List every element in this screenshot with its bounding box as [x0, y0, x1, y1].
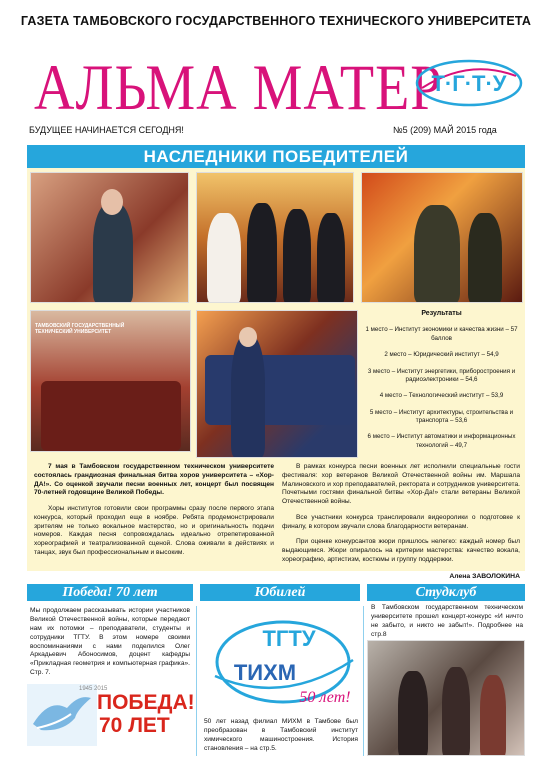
article-left-column — [34, 463, 274, 565]
dove-icon — [27, 684, 97, 746]
photo-stage-caption: ТАМБОВСКИЙ ГОСУДАРСТВЕННЫЙ ТЕХНИЧЕСКИЙ УНИВЕРСИТЕТ — [35, 323, 125, 335]
column-divider — [363, 606, 364, 756]
logo-50-years: 50 лет! — [299, 689, 351, 706]
photo-choir-group — [30, 310, 191, 452]
tgtu-logo-icon — [414, 58, 524, 108]
results-item: 1 место – Институт экономики и качества жизни – 57 баллов — [365, 326, 518, 342]
article-paragraph: Все участники конкурса транслировали видеоролики о подготовке к финалу, в котором звучали слова благодарности ветеранам. — [282, 513, 520, 530]
article-paragraph: В рамках конкурса песни военных лет исполнили специальные гости фестиваля: хор ветеранов Великой Отечественной войны им. Маршала Малиновского и хор преподавателей, ректората и сотрудников университета. Почетными гостями финальной битвы «Хор-Да!» стали ветераны Великой Отечественной войны. — [282, 463, 520, 506]
photo-veterans-choir — [196, 310, 358, 458]
victory-70-badge — [27, 684, 195, 746]
photo-choir-stage — [196, 172, 354, 303]
slogan: БУДУЩЕЕ НАЧИНАЕТСЯ СЕГОДНЯ! — [29, 125, 184, 135]
contest-results — [362, 309, 521, 457]
photo-soldier-performance — [361, 172, 523, 303]
results-item: 2 место – Юридический институт – 54,9 — [384, 351, 499, 359]
article-author: Алена ЗАВОЛОКИНА — [449, 572, 520, 580]
results-item: 6 место – Институт автоматики и информационных технологий – 49,7 — [367, 433, 516, 449]
column-divider — [196, 606, 197, 756]
logo-tihm: ТИХМ — [233, 660, 297, 685]
results-item: 4 место – Технологический институт – 53,9 — [379, 392, 504, 400]
photo-concert-performers — [367, 640, 525, 756]
headline-banner: НАСЛЕДНИКИ ПОБЕДИТЕЛЕЙ — [27, 145, 525, 168]
article-right-column — [282, 463, 520, 581]
badge-line2: 70 ЛЕТ — [99, 714, 170, 737]
newspaper-tagline: ГАЗЕТА ТАМБОВСКОГО ГОСУДАРСТВЕННОГО ТЕХНИЧЕСКОГО УНИВЕРСИТЕТА — [20, 14, 532, 28]
results-item: 5 место – Институт архитектуры, строительства и транспорта – 53,6 — [369, 408, 514, 424]
photo-veteran-singing — [30, 172, 189, 303]
victory-teaser-text: Мы продолжаем рассказывать истории участников Великой Отечественной войны, которые передают нам их потомки – преподаватели, студенты и сотрудники ТГТУ. В этом номере своими воспоминаниями с нами поделился Олег Аркадьевич Абоносимов, доцент кафедры «Прикладная геометрия и компьютерная графика». Стр. 7. — [30, 607, 190, 677]
section-title-studclub: Студклуб — [367, 584, 525, 601]
badge-years: 1945 2015 — [79, 686, 108, 692]
masthead-title: АЛЬМА МАТЕР — [34, 52, 443, 124]
jubilee-teaser-text: 50 лет назад филиал МИХМ в Тамбове был преобразован в Тамбовский институт химического машиностроения. История становления – на стр.5. — [204, 718, 358, 752]
article-paragraph: При оценке конкурсантов жюри пришлось нелегко: каждый номер был выдающимся. Жюри опиралось на критерии мастерства: качество вокала, хореографию, артистизм, костюмы и группу поддержки. — [282, 538, 520, 563]
logo-tgtu: ТГТУ — [262, 626, 316, 651]
results-title: Результаты — [421, 310, 462, 317]
article-lead: 7 мая в Тамбовском государственном техническом университете состоялась грандиозная финальная битва хоров университета – «Хор-ДА!». Со оценкой звучали песни военных лет, концерт был посвящен 70-летней годовщине Великой Победы. — [34, 463, 274, 497]
logo-text: Т·Г·Т·У — [431, 71, 507, 96]
studclub-teaser-text: В Тамбовском государственном техническом университете прошел концерт-конкурс «И ничто не забыто, и никто не забыт!». Подробнее на стр.8 — [371, 604, 523, 638]
tgtu-tihm-anniversary-logo — [203, 610, 359, 714]
section-title-victory: Победа! 70 лет — [27, 584, 193, 601]
results-item: 3 место – Институт энергетики, приборостроения и радиоэлектроники – 54,6 — [367, 367, 516, 383]
badge-line1: ПОБЕДА! — [97, 691, 195, 714]
article-paragraph: Хоры институтов готовили свои программы сразу после первого этапа конкурса, который проходил еще в ноябре. Ребята продемонстрировали зрителям не только вокальное мастерство, но и оригинальность подачи номеров. Каждая песня сопровождалась идеально отрепетированной хореографией и театрализованной сценой. Слова оживали в действиях и танцах, звук был профессиональным и высоким. — [34, 505, 274, 556]
issue-number: №5 (209) МАЙ 2015 года — [393, 125, 497, 135]
section-title-jubilee: Юбилей — [200, 584, 360, 601]
